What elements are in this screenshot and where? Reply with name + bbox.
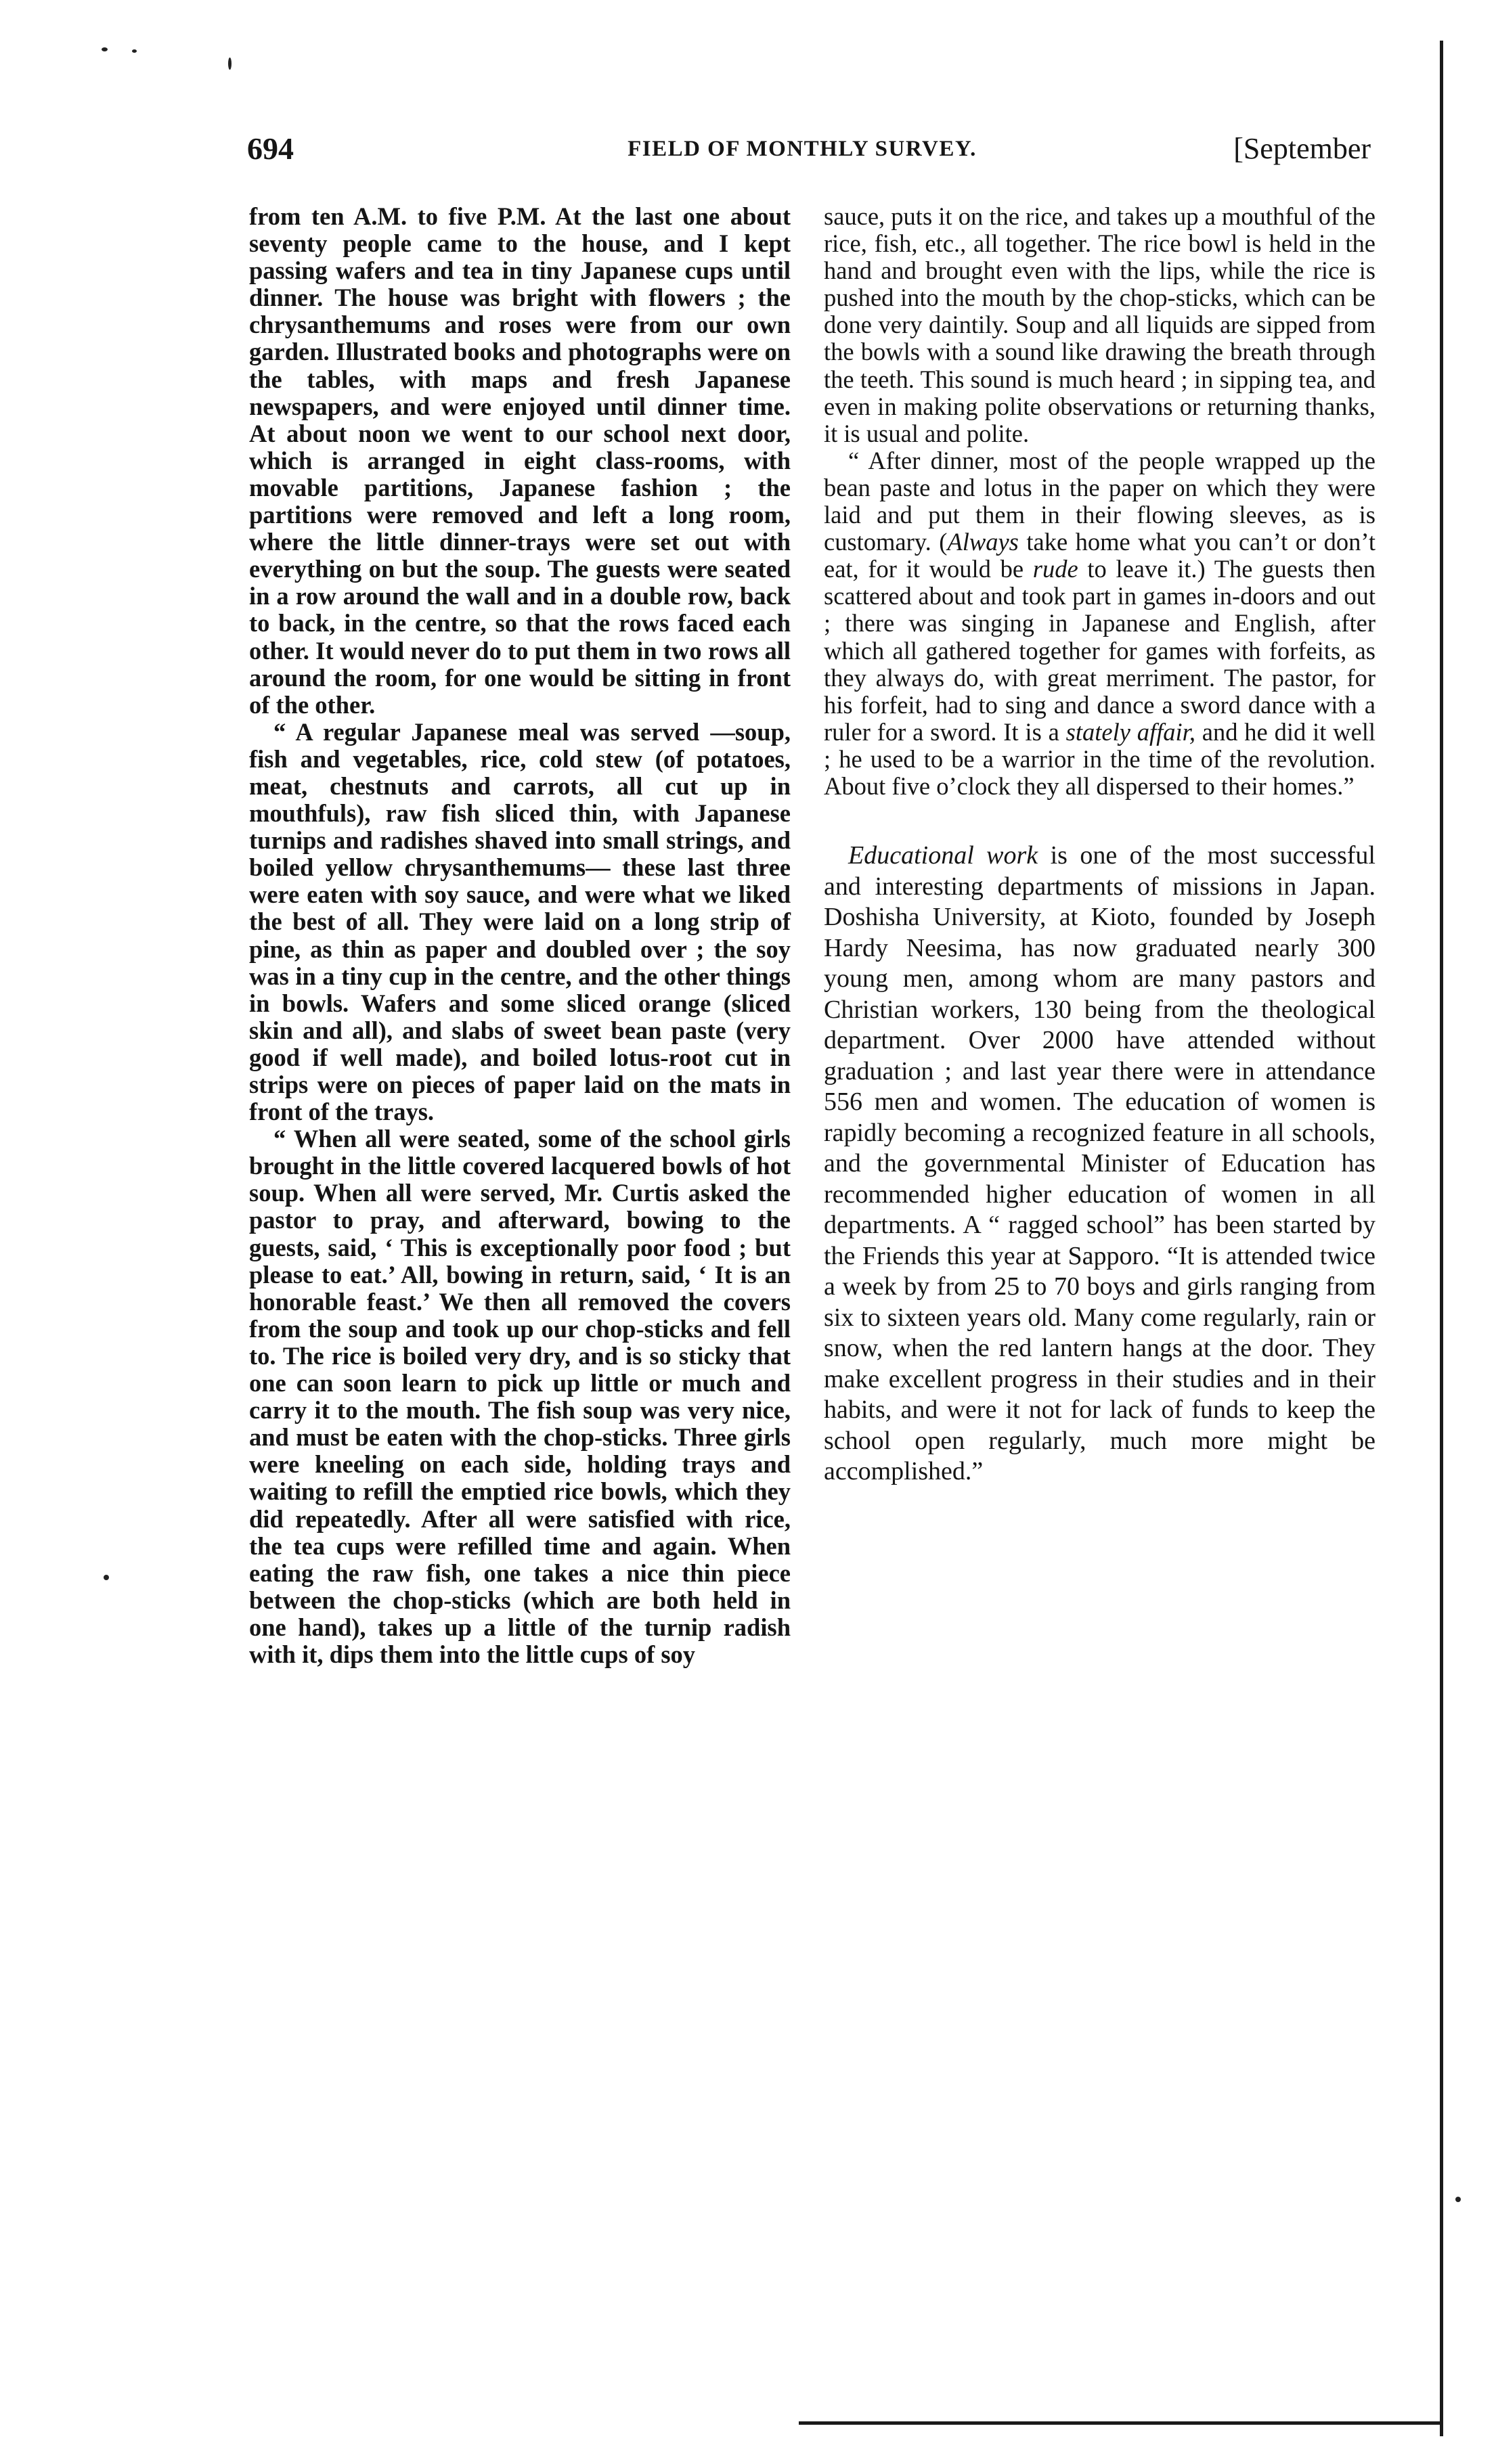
paragraph-text: to leave it.) The guests then scattered about and took part in games in-doors and out ; there was singing in Japanese and English, after which all gathered together for games with forfeits, as they always do, with great merriment. The pastor, for his forfeit, had to sing and dance a sword dance with a ruler for a sword. It is a: [824, 555, 1376, 746]
page-edge-bottom: [799, 2421, 1443, 2425]
scan-speck: [102, 47, 108, 51]
italic-educational-work: Educational work: [848, 841, 1038, 870]
paragraph-text: take home what you can’t or don’t eat, for it would be: [824, 528, 1376, 583]
paragraph-text: is one of the most successful and interesting departments of missions in Japan. Doshisha University, at Kioto, founded by Joseph Hardy Neesima, has now graduated nearly 300 young men, among whom are many pastors and Christian workers, 130 being from the theological department. Over 2000 have attended without graduation ; and last year there were in attendance 556 men and women. The education of women is rapidly becoming a recognized feature in all schools, and the governmental Minister of Education has recommended higher education of women in all departments. A “ ragged school” has been started by the Friends this year at Sapporo. “It is attended twice a week by from 25 to 70 boys and girls ranging from six to sixteen years old. Many come regularly, rain or snow, when the red lantern hangs at the door. They make excellent progress in their studies and in their habits, and were it not for lack of funds to keep the school open regularly, much more might be accomplished.”: [824, 841, 1376, 1486]
left-column: [249, 203, 791, 1668]
left-paragraph-3: “ When all were seated, some of the school girls brought in the little covered lacquered bowls of hot soup. When all were served, Mr. Curtis asked the pastor to pray, and afterward, bowing to the guests, said, ‘ This is exceptionally poor food ; but please to eat.’ All, bowing in return, said, ‘ It is an honorable feast.’ We then all removed the covers from the soup and took up our chop-sticks and fell to. The rice is boiled very dry, and is so sticky that one can soon learn to pick up little or much and carry it to the mouth. The fish soup was very nice, and must be eaten with the chop-sticks. Three girls were kneeling on each side, holding trays and waiting to refill the emptied rice bowls, which they did repeatedly. After all were satisfied with rice, the tea cups were refilled time and again. When eating the raw fish, one takes a nice thin piece between the chop-sticks (which are both held in one hand), takes up a little of the turnip radish with it, dips them into the little cups of soy: [249, 1125, 791, 1668]
page-edge-right: [1440, 41, 1443, 2436]
italic-stately: stately affair,: [1065, 717, 1195, 746]
scan-speck: [132, 49, 137, 53]
right-paragraph-2: [824, 447, 1376, 800]
page-number: 694: [247, 131, 294, 166]
left-paragraph-1: from ten A.M. to five P.M. At the last one about seventy people came to the house, and I kept passing wafers and tea in tiny Japanese cups until dinner. The house was bright with flowers ; the chrysanthemums and roses were from our own garden. Illustrated books and photographs were on the tables, with maps and fresh Japanese newspapers, and were enjoyed until dinner time. At about noon we went to our school next door, which is arranged in eight class-rooms, with movable partitions, Japanese fashion ; the partitions were removed and left a long room, where the little dinner-trays were set out with everything on but the soup. The guests were seated in a row around the wall and in a double row, back to back, in the centre, so that the rows faced each other. It would never do to put them in two rows all around the room, for one would be sitting in front of the other.: [249, 202, 791, 719]
left-paragraph-2: “ A regular Japanese meal was served —soup, fish and vegetables, rice, cold stew (of potatoes, meat, chestnuts and carrots, all cut up in mouthfuls), raw fish sliced thin, with Japanese turnips and radishes shaved into small strings, and boiled yellow chrysanthemums— these last three were eaten with soy sauce, and were what we liked the best of all. They were laid on a long strip of pine, as thin as paper and doubled over ; the soy was in a tiny cup in the centre, and the other things in bowls. Wafers and some sliced orange (sliced skin and all), and slabs of sweet bean paste (very good if well made), and boiled lotus-root cut in strips were on pieces of paper laid on the mats in front of the trays.: [249, 717, 791, 1126]
scan-speck: [1455, 2197, 1461, 2202]
paragraph-text: and he did it well ; he used to be a warrior in the time of the revolution. About five o’clock they all dispersed to their homes.”: [824, 717, 1376, 800]
scan-speck: [228, 58, 232, 70]
right-column: [824, 203, 1376, 1487]
paragraph-text: “ After dinner, most of the people wrapped up the bean paste and lotus in the paper on which they were laid and put them in their flowing sleeves, as is customary. (: [824, 446, 1376, 556]
running-title: FIELD OF MONTHLY SURVEY.: [628, 137, 977, 161]
italic-rude: rude: [1032, 555, 1078, 583]
section-spacer: [824, 800, 1376, 841]
italic-always: Always: [947, 528, 1019, 556]
scan-speck: [104, 1575, 109, 1580]
right-paragraph-1: sauce, puts it on the rice, and takes up a mouthful of the rice, fish, etc., all together. The rice bowl is held in the hand and brought even with the lips, while the rice is pushed into the mouth by the chop-sticks, which can be done very daintily. Soup and all liquids are sipped from the bowls with a sound like drawing the breath through the teeth. This sound is much heard ; in sipping tea, and even in making polite observations or returning thanks, it is usual and polite.: [824, 202, 1376, 447]
running-month: [September: [1233, 132, 1371, 165]
right-paragraph-3: [824, 841, 1376, 1487]
running-header: [247, 129, 1371, 169]
